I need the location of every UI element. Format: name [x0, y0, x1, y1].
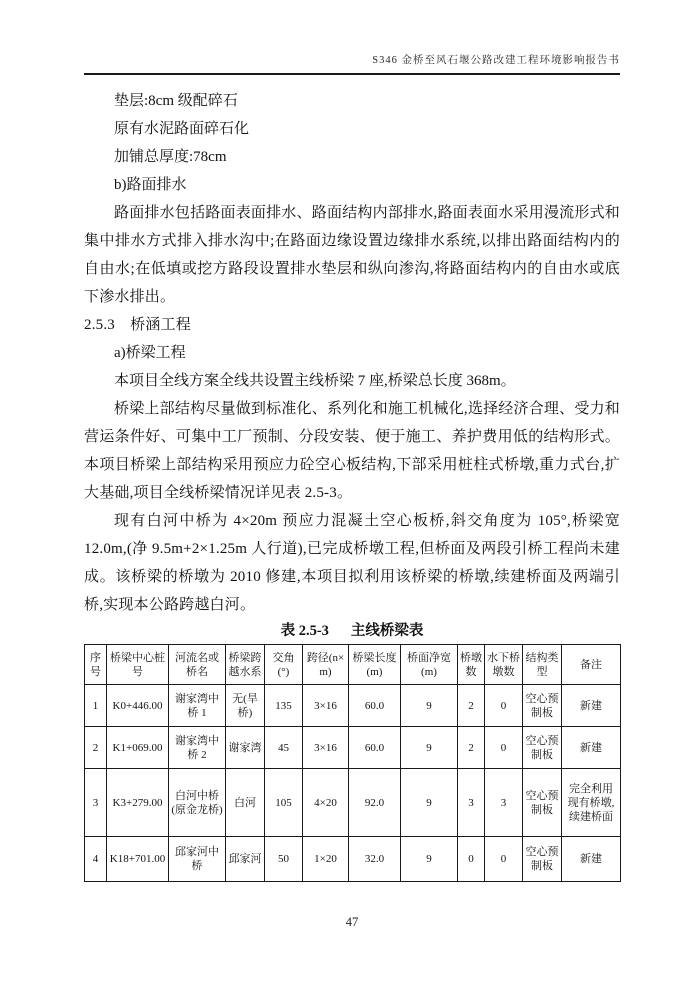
table-cell: 3 [85, 769, 107, 837]
table-cell: 新建 [562, 685, 621, 727]
table-cell: 3×16 [303, 685, 349, 727]
col-header-stake: 桥梁中心桩号 [107, 645, 169, 685]
spec-line-cushion: 垫层:8cm 级配碎石 [114, 93, 238, 109]
table-cell: 谢家湾中桥 2 [169, 727, 226, 769]
running-header: S346 金桥至风石堰公路改建工程环境影响报告书 [84, 0, 620, 75]
table-cell: 空心预制板 [523, 769, 562, 837]
table-cell: 2 [458, 727, 485, 769]
table-cell: 完全利用现有桥墩,续建桥面 [562, 769, 621, 837]
table-caption-title: 主线桥梁表 [350, 623, 424, 639]
table-cell: 0 [458, 837, 485, 882]
col-header-remarks: 备注 [562, 645, 621, 685]
table-cell: 3×16 [303, 727, 349, 769]
table-cell: 1×20 [303, 837, 349, 882]
table-cell: 45 [265, 727, 303, 769]
table-cell: 1 [85, 685, 107, 727]
col-header-water-system: 桥梁跨越水系 [226, 645, 265, 685]
table-cell: 0 [485, 727, 523, 769]
table-cell: 4×20 [303, 769, 349, 837]
table-caption-label: 表 2.5-3 [280, 623, 329, 639]
table-cell: 谢家湾中桥 1 [169, 685, 226, 727]
table-cell: 2 [85, 727, 107, 769]
table-cell: 2 [458, 685, 485, 727]
table-cell: 9 [401, 837, 458, 882]
table-cell: K18+701.00 [107, 837, 169, 882]
table-cell: 105 [265, 769, 303, 837]
table-cell: 邱家河中桥 [169, 837, 226, 882]
table-cell: 新建 [562, 837, 621, 882]
table-header-row [85, 645, 621, 685]
document-body [84, 75, 620, 936]
table-cell: K3+279.00 [107, 769, 169, 837]
table-cell: 空心预制板 [523, 727, 562, 769]
col-header-index: 序号 [85, 645, 107, 685]
table-cell: 谢家湾 [226, 727, 265, 769]
col-header-span: 跨径(n×m) [303, 645, 349, 685]
table-cell: 60.0 [349, 685, 401, 727]
table-cell: 60.0 [349, 727, 401, 769]
table-cell: 空心预制板 [523, 685, 562, 727]
col-header-structure-type: 结构类型 [523, 645, 562, 685]
item-a-heading: a)桥梁工程 [114, 345, 186, 361]
table-cell: 3 [458, 769, 485, 837]
table-cell: 9 [401, 727, 458, 769]
section-heading-253: 2.5.3 桥涵工程 [84, 317, 192, 333]
item-b-heading: b)路面排水 [114, 177, 187, 193]
table-cell: 32.0 [349, 837, 401, 882]
table-cell: 4 [85, 837, 107, 882]
main-bridge-table [84, 644, 621, 882]
col-header-length: 桥梁长度(m) [349, 645, 401, 685]
table-cell: 空心预制板 [523, 837, 562, 882]
col-header-pier-count: 桥墩数 [458, 645, 485, 685]
paragraph-bridge-count: 本项目全线方案全线共设置主线桥梁 7 座,桥梁总长度 368m。 [114, 373, 516, 389]
table-cell: K1+069.00 [107, 727, 169, 769]
page-number: 47 [345, 915, 359, 929]
table-cell: 50 [265, 837, 303, 882]
paragraph-structure: 桥梁上部结构尽量做到标准化、系列化和施工机械化,选择经济合理、受力和营运条件好、可集中工厂预制、分段安装、便于施工、养护费用低的结构形式。本项目桥梁上部结构采用预应力砼空心板结构,下部采用桩柱式桥墩,重力式台,扩大基础,项目全线桥梁情况详见表 2.5-3。 [84, 401, 620, 501]
spec-line-total-thickness: 加铺总厚度:78cm [114, 149, 227, 165]
col-header-angle: 交角(°) [265, 645, 303, 685]
table-cell: 9 [401, 685, 458, 727]
table-cell: 新建 [562, 727, 621, 769]
paragraph-baihe-bridge: 现有白河中桥为 4×20m 预应力混凝土空心板桥,斜交角度为 105°,桥梁宽 12.0m,(净 9.5m+2×1.25m 人行道),已完成桥墩工程,但桥面及两段引桥工程尚未建成。该桥梁的桥墩为 2010 修建,本项目拟利用该桥梁的桥墩,续建桥面及两端引桥,实现本公路跨越白河。 [84, 513, 620, 613]
table-row [85, 837, 621, 882]
content-area [84, 0, 620, 936]
table-cell: 0 [485, 837, 523, 882]
spec-line-old-pavement: 原有水泥路面碎石化 [114, 121, 250, 137]
table-row [85, 727, 621, 769]
table-cell: K0+446.00 [107, 685, 169, 727]
col-header-deck-width: 桥面净宽(m) [401, 645, 458, 685]
table-cell: 邱家河 [226, 837, 265, 882]
table-cell: 白河中桥(原金龙桥) [169, 769, 226, 837]
paragraph-drainage: 路面排水包括路面表面排水、路面结构内部排水,路面表面水采用漫流形式和集中排水方式排入排水沟中;在路面边缘设置边缘排水系统,以排出路面结构内的自由水;在低填或挖方路段设置排水垫层和纵向渗沟,将路面结构内的自由水或底下渗水排出。 [84, 205, 620, 305]
table-caption [84, 621, 620, 641]
col-header-river-name: 河流名或桥名 [169, 645, 226, 685]
table-cell: 92.0 [349, 769, 401, 837]
table-cell: 3 [485, 769, 523, 837]
col-header-underwater-piers: 水下桥墩数 [485, 645, 523, 685]
table-cell: 0 [485, 685, 523, 727]
table-row [85, 769, 621, 837]
table-cell: 135 [265, 685, 303, 727]
table-cell: 9 [401, 769, 458, 837]
table-cell: 无(旱桥) [226, 685, 265, 727]
table-row [85, 685, 621, 727]
table-cell: 白河 [226, 769, 265, 837]
